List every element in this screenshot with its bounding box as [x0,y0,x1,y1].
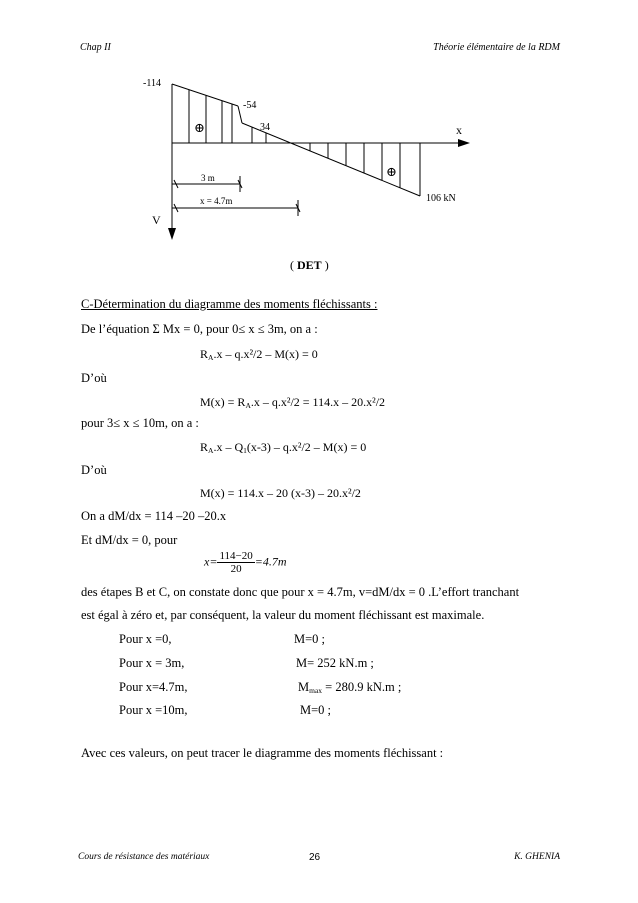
final-line: Avec ces valeurs, on peut tracer le diagramme des moments fléchissant : [81,746,444,760]
equation-4: M(x) = 114.x – 20 (x-3) – 20.x²/2 [200,486,361,500]
label-106kn: 106 kN [426,193,456,204]
text-line-3: On a dM/dx = 114 –20 –20.x [81,509,227,523]
section-title: C-Détermination du diagramme des moments fléchissants : [81,297,378,311]
row-3-left: Pour x=4.7m, [119,680,188,694]
shear-force-diagram [0,0,638,260]
footer-course: Cours de résistance des matériaux [78,852,210,862]
equation-1: $R_A.x - q.x^2/2 - M(x) = 0$ [200,347,318,362]
paragraph-1-line-2: est égal à zéro et, par conséquent, la valeur du moment fléchissant est maximale. [81,608,485,622]
row-4-left: Pour x =10m, [119,703,188,717]
header-chapter: Chap II [80,42,111,53]
text-line-4: Et dM/dx = 0, pour [81,533,178,547]
label-minus-114: -114 [143,78,161,89]
header-title: Théorie élémentaire de la RDM [433,42,560,53]
equation-2: $M(x) = R_A.x - q.x^2/2 = 114.x - 20.x^2/2$ [200,395,386,410]
text-line-1: De l’équation Σ Mx = 0, pour 0≤ x ≤ 3m, on a : [81,322,318,336]
row-1-right: M=0 ; [294,632,326,646]
row-2-left: Pour x = 3m, [119,656,185,670]
shear-line-1 [172,84,238,106]
row-4-right: M=0 ; [300,703,332,717]
row-3-right: $M_{max} = 280.9$ kN.m ; [298,680,402,695]
label-x-axis: x [456,123,462,137]
plus-sign-left: ⊕ [194,120,205,135]
shear-line-2 [242,123,420,196]
text-dou-2: D’où [81,463,107,477]
v-axis-arrow [168,228,176,240]
row-1-left: Pour x =0, [119,632,172,646]
row-2-right: M= 252 kN.m ; [296,656,374,670]
diagram-caption: ( DET ) [290,258,329,272]
x-axis-arrow [458,139,470,147]
label-x-47m: x = 4.7m [200,196,233,206]
plus-sign-right: ⊕ [386,164,397,179]
paragraph-1-line-1: des étapes B et C, on constate donc que pour x = 4.7m, v=dM/dx = 0 .L’effort tranchant [81,585,520,599]
label-3m: 3 m [201,173,215,183]
equation-3: $R_A.x - Q_1(x-3) - q.x^2/2 - M(x) = 0$ [200,440,367,455]
shear-jump [238,106,242,123]
fraction-equation: x= $\frac{114-20}{20}$ =4.7m [204,550,287,575]
footer-author: K. GHENIA [514,852,560,862]
label-34: 34 [260,122,270,133]
label-minus-54: -54 [243,100,257,111]
page-number: 26 [309,852,321,863]
label-v-axis: V [152,213,161,227]
text-dou-1: D’où [81,371,107,385]
text-line-2: pour 3≤ x ≤ 10m, on a : [81,416,199,430]
